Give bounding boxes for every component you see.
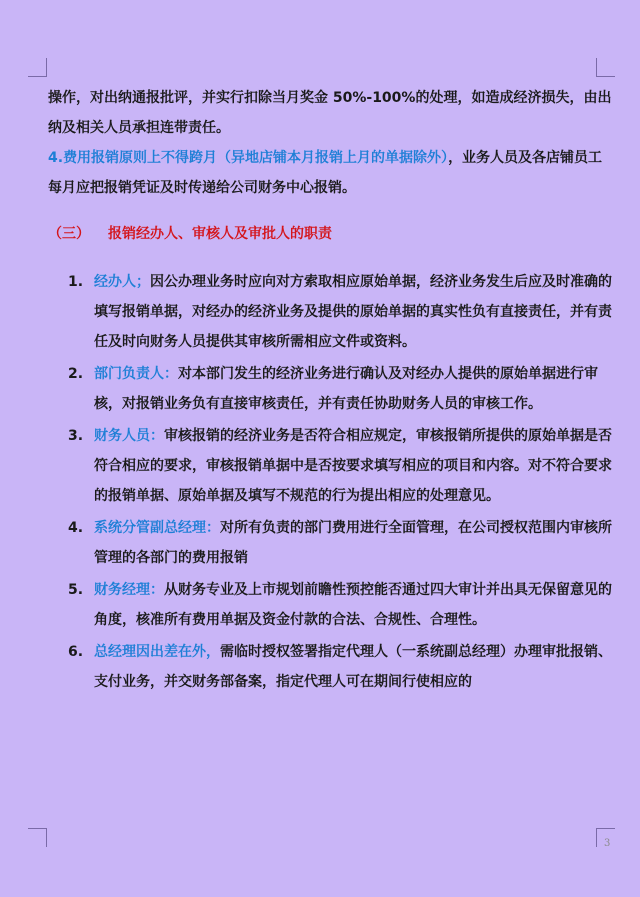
duty-text: 对本部门发生的经济业务进行确认及对经办人提供的原始单据进行审核，对报销业务负有直接审核责任，并有责任协助财务人员的审核工作。 xyxy=(94,366,598,412)
duty-text: 需临时授权签署指定代理人（一系统副总经理）办理审批报销、支付业务，并交财务部备案，指定代理人可在期间行使相应的 xyxy=(94,644,612,690)
crop-mark-top-left xyxy=(28,58,47,77)
duty-text: 从财务专业及上市规划前瞻性预控能否通过四大审计并出具无保留意见的角度，核准所有费用单据及资金付款的合法、合规性、合理性。 xyxy=(94,582,612,628)
duty-item xyxy=(48,267,614,357)
duty-role: 部门负责人： xyxy=(94,366,178,382)
section-heading xyxy=(48,219,614,249)
duty-number: 1. xyxy=(68,274,84,290)
duty-number: 3. xyxy=(68,428,84,444)
duty-number: 5. xyxy=(68,582,84,598)
intro-paragraph: 操作，对出纳通报批评，并实行扣除当月奖金 50%-100%的处理，如造成经济损失，由出纳及相关人员承担连带责任。 xyxy=(48,90,612,136)
duty-role: 财务人员： xyxy=(94,428,164,444)
duty-number: 6. xyxy=(68,644,84,660)
duty-item xyxy=(48,513,614,573)
duties-list xyxy=(48,267,614,697)
duty-role: 财务经理： xyxy=(94,582,164,598)
duty-text: 对所有负责的部门费用进行全面管理，在公司授权范围内审核所管理的各部门的费用报销 xyxy=(94,520,612,566)
crop-mark-top-right xyxy=(596,58,615,77)
duty-item xyxy=(48,421,614,511)
section-number: （三） xyxy=(48,226,90,242)
duty-role: 经办人； xyxy=(94,274,150,290)
document-body xyxy=(48,83,614,699)
rule-4-number: 4. xyxy=(48,150,64,166)
duty-text: 审核报销的经济业务是否符合相应规定，审核报销所提供的原始单据是否符合相应的要求，审核报销单据中是否按要求填写相应的项目和内容。对不符合要求的报销单据、原始单据及填写不规范的行为提出相应的处理意见。 xyxy=(94,428,612,504)
duty-role: 系统分管副总经理： xyxy=(94,520,220,536)
page-number: 3 xyxy=(604,838,611,849)
duty-role: 总经理因出差在外， xyxy=(94,644,220,660)
duty-number: 2. xyxy=(68,366,84,382)
duty-item xyxy=(48,359,614,419)
crop-mark-bottom-left xyxy=(28,828,47,847)
duty-item xyxy=(48,575,614,635)
rule-4-highlight: 费用报销原则上不得跨月（异地店铺本月报销上月的单据除外） xyxy=(63,150,449,166)
section-title: 报销经办人、审核人及审批人的职责 xyxy=(108,226,332,242)
duty-number: 4. xyxy=(68,520,84,536)
duty-text: 因公办理业务时应向对方索取相应原始单据，经济业务发生后应及时准确的填写报销单据，对经办的经济业务及提供的原始单据的真实性负有直接责任，并有责任及时向财务人员提供其审核所需相应文件或资料。 xyxy=(94,274,612,350)
rule-4-paragraph xyxy=(48,143,614,203)
rule-4-text: ，业务人员及各店铺员工每月应把报销凭证及时传递给公司财务中心报销。 xyxy=(48,150,603,196)
duty-item xyxy=(48,637,614,697)
